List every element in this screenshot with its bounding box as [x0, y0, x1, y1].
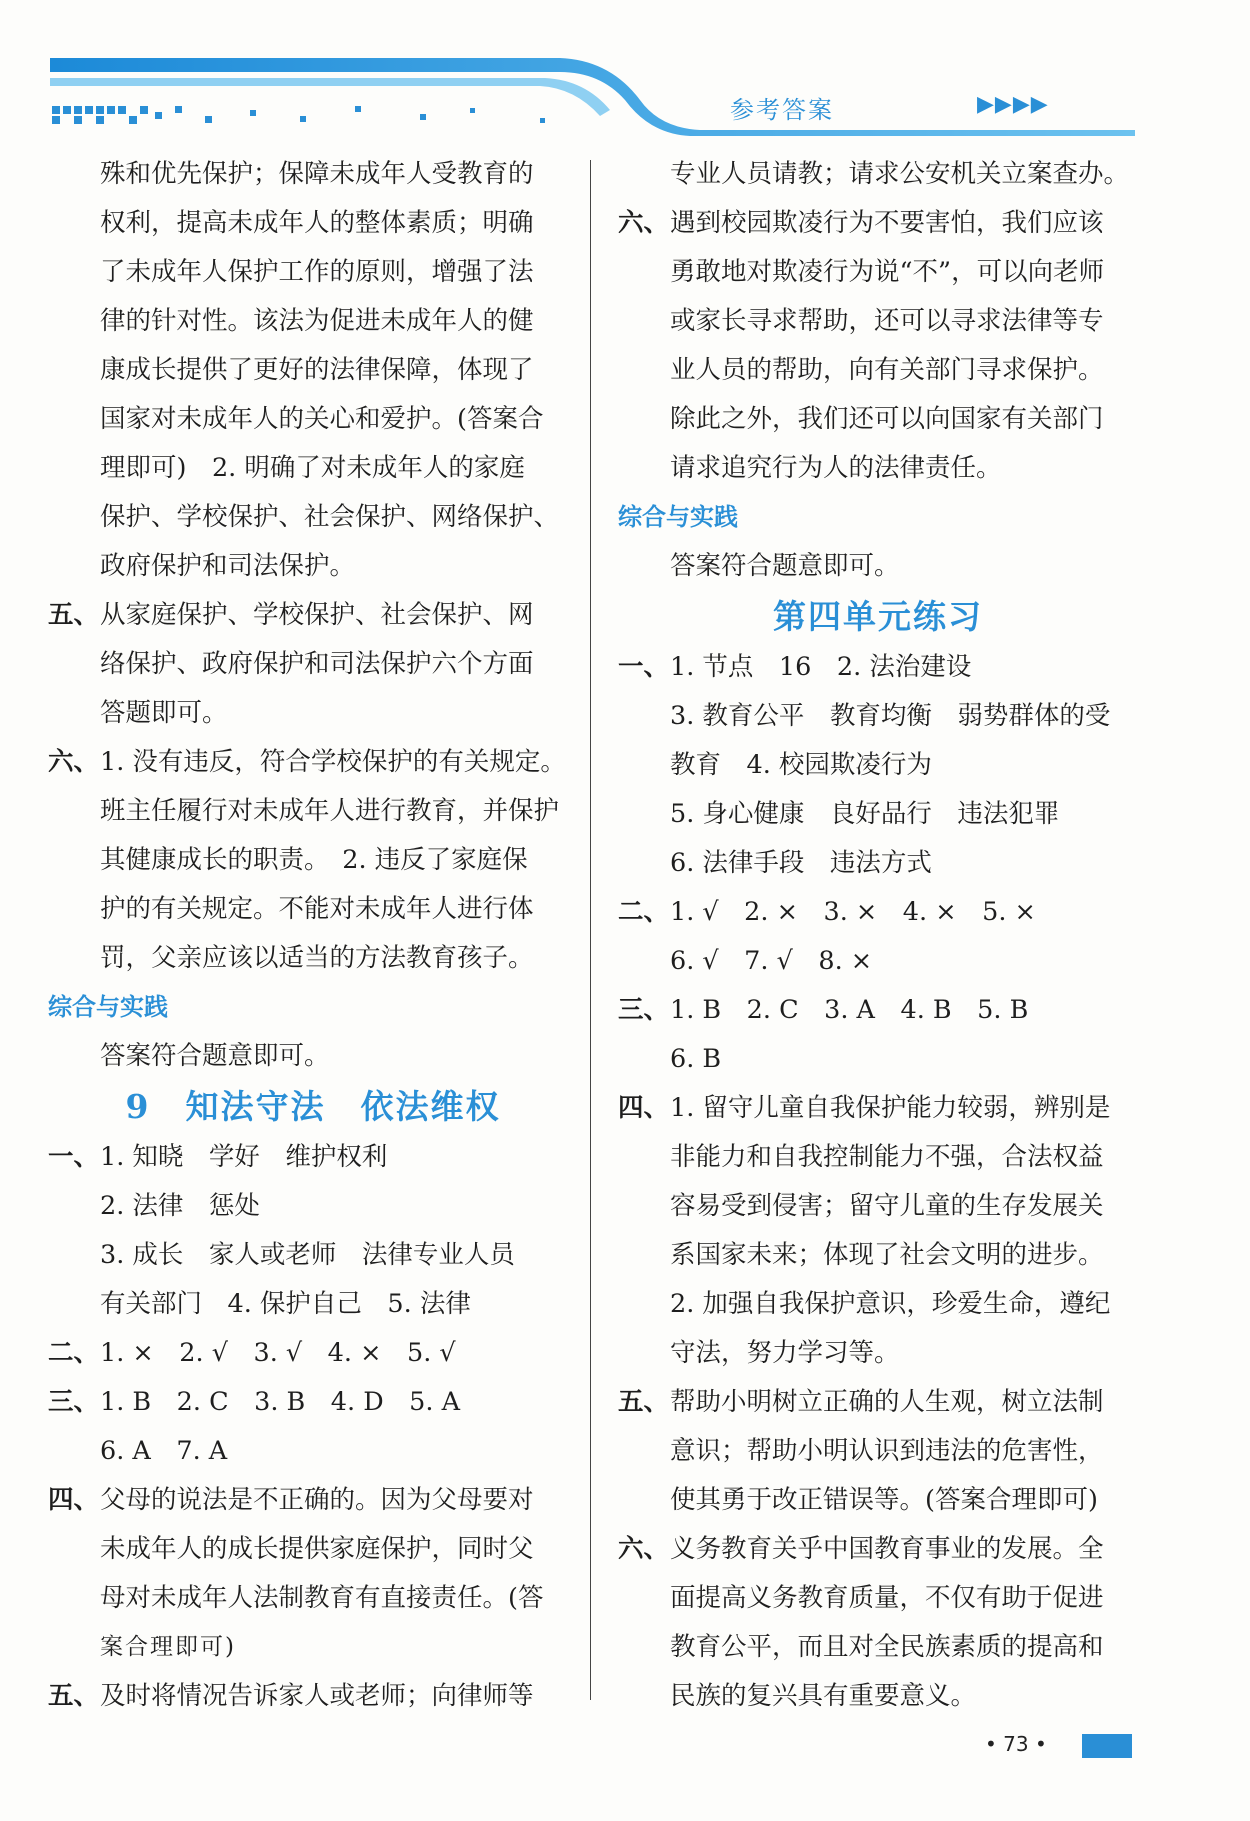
text-line: 教育公平，而且对全民族素质的提高和: [670, 1632, 1104, 1662]
page-header: [0, 0, 1250, 150]
right-column: [618, 150, 1138, 1721]
text-line: 勇敢地对欺凌行为说“不”，可以向老师: [670, 257, 1105, 287]
text-line: 未成年人的成长提供家庭保护，同时父: [100, 1534, 534, 1564]
question-1: 一、 1. 节点 16 2. 法治建设: [618, 652, 972, 682]
text-line: 案合理即可): [100, 1634, 236, 1660]
section-heading: 综合与实践: [48, 993, 168, 1021]
text-line: 权利，提高未成年人的整体素质；明确: [100, 208, 534, 238]
text-line: 6. B: [670, 1044, 722, 1074]
text-line: 请求追究行为人的法律责任。: [670, 453, 1002, 483]
text-line: 6. √ 7. √ 8. ×: [670, 946, 873, 976]
text-line: 有关部门 4. 保护自己 5. 法律: [100, 1289, 471, 1319]
text-line: 意识；帮助小明认识到违法的危害性，: [670, 1436, 1104, 1466]
text-line: 国家对未成年人的关心和爱护。(答案合: [100, 404, 544, 434]
header-title: 参考答案: [730, 96, 834, 124]
text-line: 容易受到侵害；留守儿童的生存发展关: [670, 1191, 1104, 1221]
text-line: 面提高义务教育质量，不仅有助于促进: [670, 1583, 1104, 1613]
question-6: 六、 义务教育关乎中国教育事业的发展。全: [618, 1534, 1104, 1564]
text-line: 殊和优先保护；保障未成年人受教育的: [100, 159, 534, 189]
unit-title: 第四单元练习: [773, 597, 983, 636]
question-6: 六、 遇到校园欺凌行为不要害怕，我们应该: [618, 208, 1104, 238]
column-divider: [590, 160, 591, 1700]
question-2: 二、 1. √ 2. × 3. × 4. × 5. ×: [618, 897, 1036, 927]
text-line: 2. 加强自我保护意识，珍爱生命，遵纪: [670, 1289, 1111, 1319]
text-line: 理即可) 2. 明确了对未成年人的家庭: [100, 453, 525, 483]
text-line: 罚，父亲应该以适当的方法教育孩子。: [100, 943, 534, 973]
page-number: • 73 •: [985, 1732, 1047, 1756]
text-line: 律的针对性。该法为促进未成年人的健: [100, 306, 534, 336]
text-line: 答案符合题意即可。: [100, 1041, 330, 1071]
text-line: 其健康成长的职责。 2. 违反了家庭保: [100, 845, 528, 875]
text-line: 或家长寻求帮助，还可以寻求法律等专: [670, 306, 1104, 336]
header-arrows-icon: ▶▶▶▶: [977, 92, 1049, 117]
question-3: 三、 1. B 2. C 3. A 4. B 5. B: [618, 995, 1029, 1025]
text-line: 守法，努力学习等。: [670, 1338, 900, 1368]
text-line: 除此之外，我们还可以向国家有关部门: [670, 404, 1104, 434]
text-line: 6. 法律手段 违法方式: [670, 848, 932, 878]
text-line: 业人员的帮助，向有关部门寻求保护。: [670, 355, 1104, 385]
text-line: 母对未成年人法制教育有直接责任。(答: [100, 1583, 544, 1613]
text-line: 康成长提供了更好的法律保障，体现了: [100, 355, 534, 385]
text-line: 3. 成长 家人或老师 法律专业人员: [100, 1240, 515, 1270]
text-line: 答案符合题意即可。: [670, 551, 900, 581]
question-4: 四、 父母的说法是不正确的。因为父母要对: [48, 1485, 534, 1515]
text-line: 6. A 7. A: [100, 1436, 228, 1466]
text-line: 系国家未来；体现了社会文明的进步。: [670, 1240, 1104, 1270]
text-line: 2. 法律 惩处: [100, 1191, 260, 1221]
text-line: 政府保护和司法保护。: [100, 551, 356, 581]
text-line: 教育 4. 校园欺凌行为: [670, 750, 932, 780]
lesson-title: 9 知法守法 依法维权: [125, 1087, 501, 1126]
question-6: 六、 1. 没有违反，符合学校保护的有关规定。: [48, 747, 566, 777]
question-2: 二、 1. × 2. √ 3. √ 4. × 5. √: [48, 1338, 456, 1368]
text-line: 护的有关规定。不能对未成年人进行体: [100, 894, 534, 924]
page-number-bar: [1082, 1734, 1132, 1758]
question-5: 五、 帮助小明树立正确的人生观，树立法制: [618, 1387, 1104, 1417]
left-column: [48, 150, 578, 1721]
section-heading: 综合与实践: [618, 503, 738, 531]
text-line: 专业人员请教；请求公安机关立案查办。: [670, 159, 1130, 189]
text-line: 络保护、政府保护和司法保护六个方面: [100, 649, 534, 679]
question-5: 五、 从家庭保护、学校保护、社会保护、网: [48, 600, 534, 630]
text-line: 保护、学校保护、社会保护、网络保护、: [100, 502, 560, 532]
question-4: 四、 1. 留守儿童自我保护能力较弱，辨别是: [618, 1093, 1111, 1123]
text-line: 非能力和自我控制能力不强，合法权益: [670, 1142, 1104, 1172]
question-3: 三、 1. B 2. C 3. B 4. D 5. A: [48, 1387, 461, 1417]
header-banner-graphic: [0, 0, 1250, 150]
text-line: 答题即可。: [100, 698, 228, 728]
text-line: 3. 教育公平 教育均衡 弱势群体的受: [670, 701, 1111, 731]
text-line: 民族的复兴具有重要意义。: [670, 1681, 977, 1711]
question-5: 五、 及时将情况告诉家人或老师；向律师等: [48, 1681, 534, 1711]
question-1: 一、 1. 知晓 学好 维护权利: [48, 1142, 388, 1172]
text-line: 班主任履行对未成年人进行教育，并保护: [100, 796, 560, 826]
text-line: 5. 身心健康 良好品行 违法犯罪: [670, 799, 1060, 829]
text-line: 使其勇于改正错误等。(答案合理即可): [670, 1485, 1098, 1515]
text-line: 了未成年人保护工作的原则，增强了法: [100, 257, 534, 287]
